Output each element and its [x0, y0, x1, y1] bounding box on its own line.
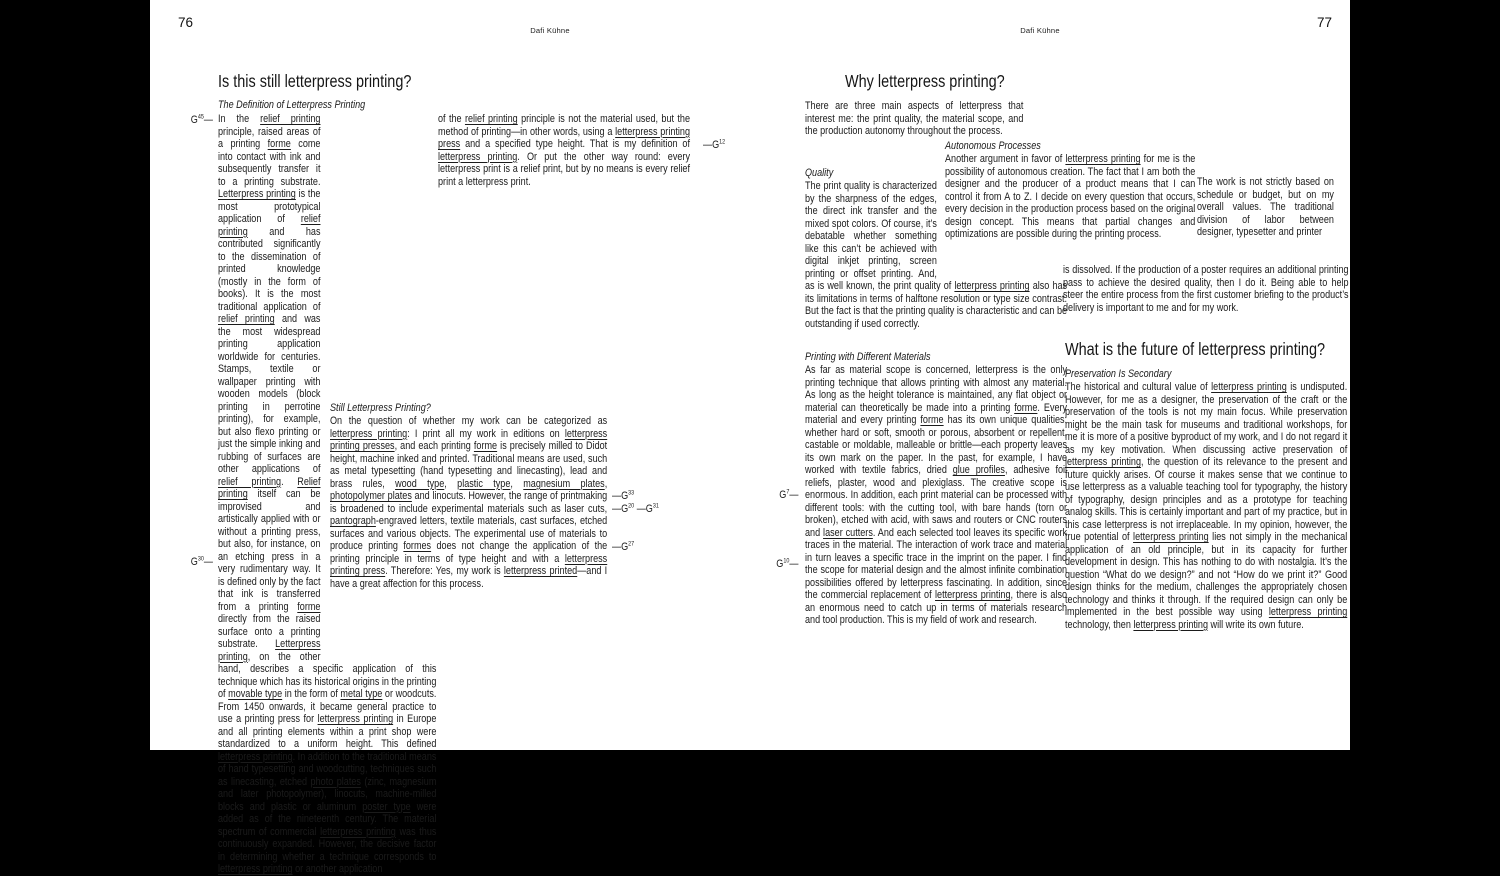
- materials-subhead: Printing with Different Materials: [805, 351, 931, 363]
- margin-note-g12: $—G^{12}$: [703, 138, 726, 151]
- preservation-subhead: Preservation Is Secondary: [1065, 368, 1172, 380]
- quality-paragraph-narrow: The print quality is characterized by the sharpness of the edges, the direct ink transfer and the mixed spot colors. Of course, it’s debatable whether something like this can’t be: [805, 180, 937, 255]
- left-page-number: 76: [178, 15, 194, 30]
- still-paragraph: On the question of whether my work can be categorized as letterpress printing: I print all my work in editions on letterpress printing presses, and each printing forme is precisely milled to Didot height, machine inked and printed. Traditional means are used, such as metal typesetting (hand typesetting and linecasting), lead and brass rules, wood type, plastic type, magnesium plates, photopolymer plates and linocuts. However, the range of printmaking is broadened to include experimental materials such as laser cuts, pantograph-engraved letters, textile materials, cast surfaces, etched surfaces and various objects. The experimental use of materials to produce printing formes does not change the application of the printing principle in terms of type height and with a letterpress printing press. Therefore: Yes, my work is letterpress printed—and I have a great affection for this process.: [330, 415, 608, 590]
- autonomous-side-paragraph: The work is not strictly based on schedule or budget, but on my overall values. The traditional division of labor between designer, typesetter and printer: [1197, 176, 1334, 238]
- quality-paragraph-wide: achieved with digital inkjet printing, screen printing or offset printing. And, as is well known, the print quality of letterpress printing also has its limitations in terms of halftone resolution or type size contrast. But the fact is that the printing quality is characteristic and can be outstanding if used correctly.: [805, 242, 1068, 330]
- definition-paragraph-wide-1: In the relief printing principle, raised areas of a printing forme come into contact with ink and subsequently transfer it to a printing substrate. Letterpress printing is the most prototypical application of relief printing and has contributed significantly to the dissemination of printed knowledge (mostly in the form of books). It is the most traditional application of relief printing and was the most widespread printing application worldwide for centuries. Stamps, textile or wallpaper printing with wooden models (block printing in perrotine printing), for example, but also flexo printing or just the simple inking and rubbing of surfaces are other applications of relief printing. Relief printing itself can be improvised and artistically applied with or without a printing press, but also, for instance, on an etching press in a very rudimentary way. It is defined only by the fact that ink is transferred from a printing forme directly from the raised surface onto a printing substrate. Letterpress printing, on the other hand, describes a specific application of this technique which has its historical origins in the printing of movable type in the form of metal type or woodcuts. From 1450: [218, 113, 437, 713]
- preservation-paragraph: The historical and cultural value of letterpress printing is undisputed. However, for me as a designer, the preservation of the craft or the preservation of the tools is not my main focus. While preservation might be the main task for museums and traditional workshops, for me it is more of a positive byproduct of my work, and I do not regard it as my key motivation. When discussing active preservation of letterpress printing, the question of its relevance to the present and future quickly arises. Of course it makes sense that we continue to use letterpress as a valuable teaching tool for typography, the history of typography, design principles and as a prototype for teaching analog skills. This is certainly important and part of my practice, but in this case letterpress is not irreplaceable. In my opinion, however, the true potential of letterpress printing lies not simply in the mechanical application of an old principle, but in its capacity for further development in design. This has nothing to do with nostalgia. It’s the question “What do we design?” and not “How do we print it?” Good design thinks for the medium, challenges the appropriately chosen technology and thinks it through. If the required design can only be implemented in the best possible way using letterpress printing technology, then letterpress printing will write its own future.: [1065, 381, 1348, 631]
- definition-subhead: The Definition of Letterpress Printing: [218, 99, 366, 111]
- autonomous-wide-paragraph: is dissolved. If the production of a poster requires an additional printing pass to achieve the desired quality, then I do it. Being able to help steer the entire process from the first customer briefing to the product’s delivery is important to me and for my work.: [1063, 264, 1349, 314]
- definition-paragraph-wide-2: spectrum of commercial letterpress printing was thus continuously expanded. However, the decisive factor in determining whether a technique corresponds to letterpress printing or another application: [218, 825, 437, 875]
- margin-note-g30: $G^{30}—$: [190, 555, 213, 568]
- margin-note-g20-g31: $—G^{20}$ $—G^{31}$: [612, 502, 659, 515]
- definition-paragraph-narrow: onwards, it became general practice to use a printing press for letterpress printing in Europe and all printing elements within a print shop were standardized to a uniform height. This defined letterpress printing. In addition to the traditional means of hand typesetting and woodcutting, techniques such as linecasting, etched photo plates (zinc, magnesium and later photopolymer), linocuts, machine-milled blocks and plastic or aluminum poster type were added as of the nineteenth century. The material: [218, 700, 437, 825]
- right-running-head: Dafi Kühne: [1020, 26, 1060, 35]
- margin-note-g27: $—G^{27}$: [612, 540, 635, 553]
- margin-note-g7: $G^7—$: [779, 488, 799, 501]
- margin-note-g10: $G^{10}—$: [776, 557, 799, 570]
- future-title: What is the future of letterpress printing?: [1065, 339, 1326, 359]
- autonomous-subhead: Autonomous Processes: [945, 140, 1041, 152]
- margin-note-g45: $G^{45}—$: [190, 113, 213, 126]
- right-page-title: Why letterpress printing?: [845, 71, 1005, 91]
- left-running-head: Dafi Kühne: [530, 26, 570, 35]
- intro-paragraph: There are three main aspects of letterpress that interest me: the print quality, the material scope, and the production autonomy throughout the process.: [805, 100, 1024, 137]
- autonomous-paragraph: Another argument in favor of letterpress printing for me is the possibility of autonomous creation. The fact that I am both the designer and the producer of a product means that I can control it from A to Z. I decide on every question that occurs, every decision in the production process based on the original design concept. This means that partial changes and optimizations are possible during the printing process.: [945, 153, 1196, 240]
- book-spread: [150, 0, 1350, 875]
- right-page-number: 77: [1316, 15, 1332, 30]
- materials-paragraph: As far as material scope is concerned, letterpress is the only printing technique that allows printing with almost any material. As long as the height tolerance is maintained, any flat object or material can theoretically be made into a printing forme. Every material and every printing forme has its own unique qualities: whether hard or soft, smooth or porous, absorbent or repellent, castable or moldable, malleable or brittle—each property leaves its own mark on the paper. In the past, for example, I have worked with textile fabrics, dried glue profiles, adhesive foil reliefs, plaster, wood and plexiglass. The creative scope is enormous. In addition, each print material can be processed with different tools: with the cutting tool, with bare hands (torn or broken), etched with acid, with saws and routers or CNC routers and laser cutters. And each selected tool leaves its specific work traces in the material. The interaction of work trace and material in turn leaves a specific trace in the imprint on the paper. I find the scope for material design and the almost infinite combination possibilities offered by letterpress fascinating. In addition, since the commercial replacement of letterpress printing, there is also an enormous need to catch up in terms of materials research and tool production. This is my field of work and research.: [805, 364, 1068, 626]
- quality-subhead: Quality: [805, 167, 834, 179]
- still-subhead: Still Letterpress Printing?: [330, 402, 431, 414]
- definition-column-right: of the relief printing principle is not the material used, but the method of printing—in other words, using a letterpress printing press and a specified type height. That is my definition of letterpress printing. Or put the other way round: every letterpress print is a relief print, but by no means is every relief print a letterpress print.: [438, 113, 690, 188]
- left-page-title: Is this still letterpress printing?: [218, 71, 412, 91]
- margin-note-g33: $—G^{33}$: [612, 489, 635, 502]
